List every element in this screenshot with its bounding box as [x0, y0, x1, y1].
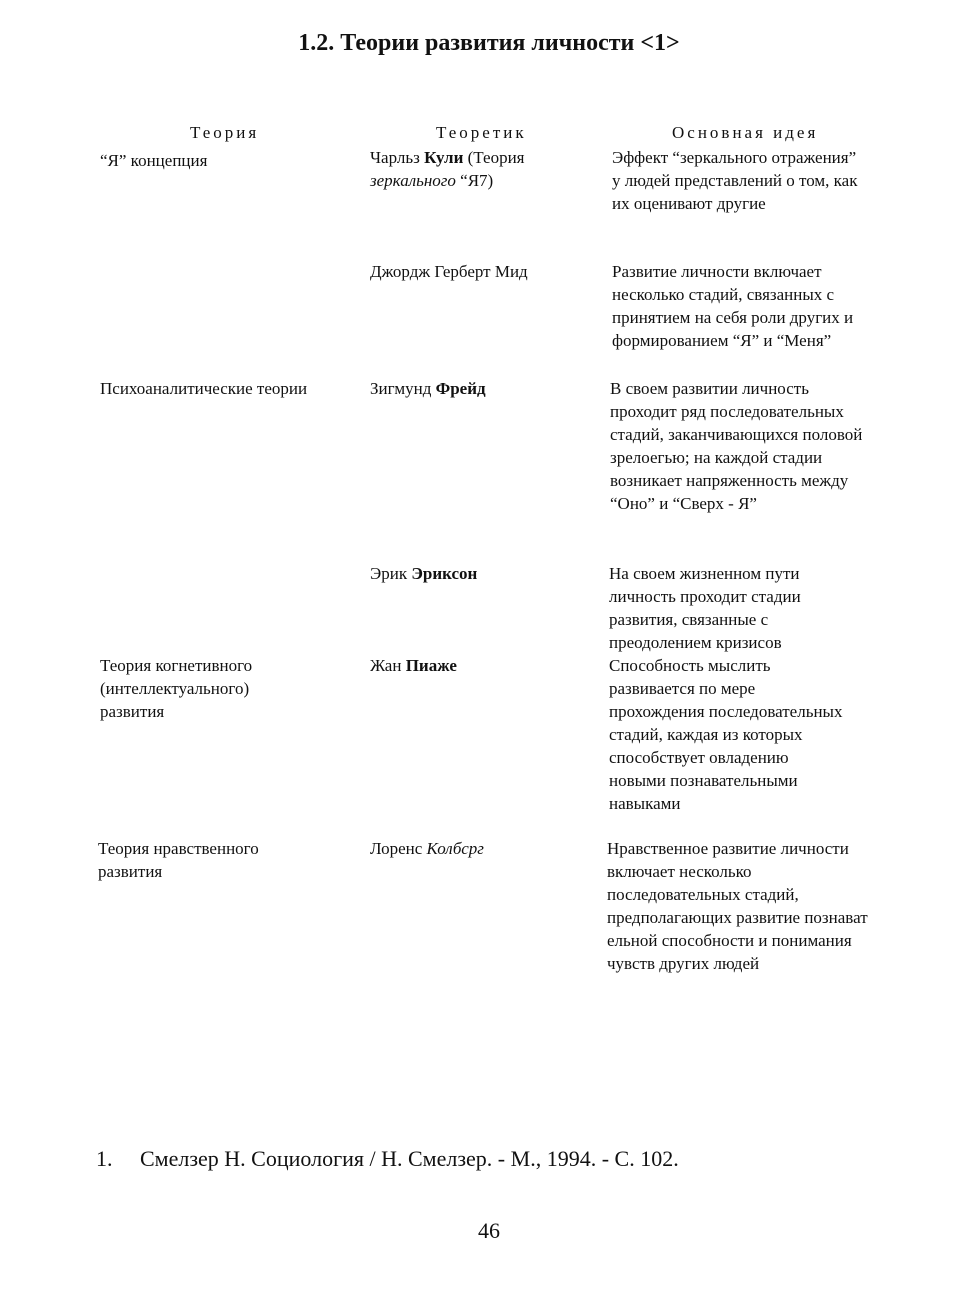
- footnote-number: 1.: [96, 1146, 113, 1171]
- row-theory: “Я” концепция: [100, 151, 208, 170]
- row-idea: На своем жизненном пути личность проходит стадии развития, связанные с преодолением кризисов: [609, 564, 801, 652]
- row-theorist: Лоренс Колбсрг: [370, 839, 484, 858]
- row-theorist: Эрик Эриксон: [370, 564, 478, 583]
- row-theory: Теория нравственного развития: [98, 839, 259, 881]
- row-idea: Способность мыслить развивается по мере прохождения последовательных стадий, каждая из которых способствует овладению новыми познавательными навыками: [609, 656, 843, 813]
- header-theorist: Теоретик: [436, 123, 527, 142]
- row-theorist: Чарльз Кули (Теория зеркального “Я7): [370, 148, 525, 190]
- row-theorist: Жан Пиаже: [370, 656, 457, 675]
- row-idea: Развитие личности включает несколько стадий, связанных с принятием на себя роли других и формированием “Я” и “Меня”: [612, 262, 854, 350]
- page-number: 46: [478, 1218, 500, 1243]
- row-theory: Теория когнетивного (интеллектуального) развития: [100, 656, 253, 721]
- row-theorist: Джордж Герберт Мид: [370, 262, 528, 281]
- header-idea: Основная идея: [672, 123, 819, 142]
- row-idea: Нравственное развитие личности включает несколько последовательных стадий, предполагающих развитие познават ельной способности и понимания чувств других людей: [607, 839, 868, 973]
- header-theory: Теория: [190, 123, 260, 142]
- row-idea: В своем развитии личность проходит ряд последовательных стадий, заканчивающихся половой зрелоегью; на каждой стадии возникает напряженность между “Оно” и “Сверх - Я”: [610, 379, 863, 513]
- footnote: [96, 1146, 679, 1172]
- row-theory: Психоаналитические теории: [100, 379, 308, 398]
- footnote-text: Смелзер Н. Социология / Н. Смелзер. - М., 1994. - С. 102.: [140, 1146, 679, 1171]
- row-theorist: Зигмунд Фрейд: [370, 379, 486, 398]
- row-idea: Эффект “зеркального отражения” у людей представлений о том, как их оценивают другие: [612, 148, 858, 213]
- page-title: 1.2. Теории развития личности <1>: [298, 30, 680, 56]
